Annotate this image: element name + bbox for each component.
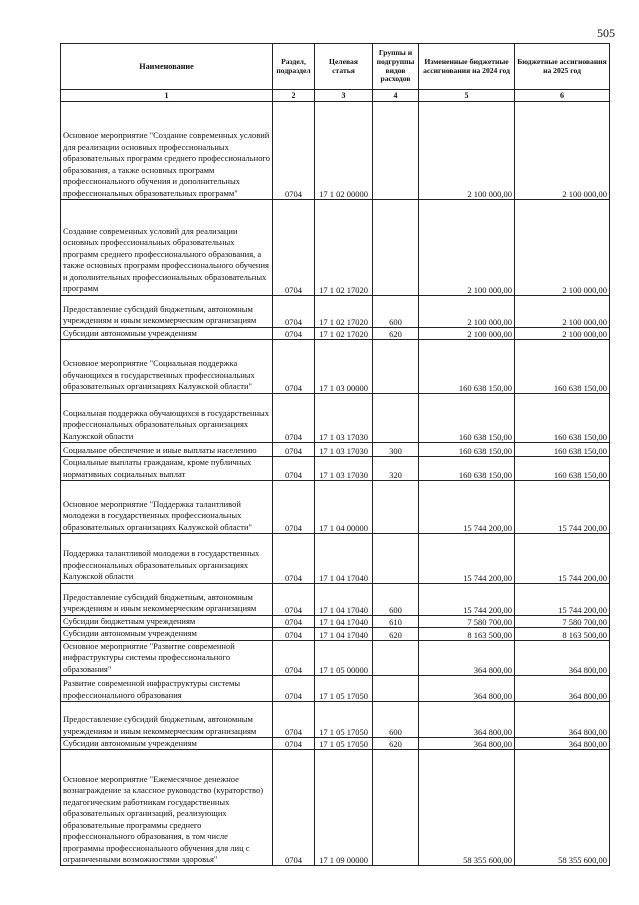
table-row <box>61 702 610 738</box>
row-group <box>373 102 419 200</box>
row-group <box>373 340 419 393</box>
header-article: Целевая статья <box>315 44 373 90</box>
row-name: Субсидии бюджетным учреждениям <box>61 615 273 627</box>
row-name: Субсидии автономным учреждениям <box>61 327 273 339</box>
row-amount-2024: 160 638 150,00 <box>419 457 515 481</box>
row-name: Субсидии автономным учреждениям <box>61 628 273 640</box>
row-section: 0704 <box>273 200 315 296</box>
row-amount-2025: 160 638 150,00 <box>515 443 610 457</box>
column-number: 4 <box>373 90 419 102</box>
row-amount-2025: 364 800,00 <box>515 702 610 738</box>
row-article: 17 1 05 17050 <box>315 676 373 702</box>
row-amount-2025: 58 355 600,00 <box>515 750 610 866</box>
row-article: 17 1 04 17040 <box>315 628 373 640</box>
row-section: 0704 <box>273 393 315 442</box>
row-article: 17 1 02 00000 <box>315 102 373 200</box>
budget-table <box>60 43 610 866</box>
row-group: 620 <box>373 738 419 750</box>
row-section: 0704 <box>273 702 315 738</box>
table-row <box>61 738 610 750</box>
row-article: 17 1 02 17020 <box>315 200 373 296</box>
table-row <box>61 393 610 442</box>
row-group <box>373 534 419 583</box>
row-group <box>373 393 419 442</box>
row-name: Основное мероприятие "Поддержка талантливой молодежи в государственных профессиональных образовательных организациях Калужской области" <box>61 480 273 533</box>
row-group <box>373 750 419 866</box>
row-group: 600 <box>373 702 419 738</box>
row-name: Основное мероприятие "Создание современных условий для реализации основных профессиональных образовательных программ среднего профессионального образования, а также основных программ профессионального обучения и дополнительных профессиональных образовательных программ" <box>61 102 273 200</box>
row-article: 17 1 03 17030 <box>315 443 373 457</box>
row-name: Создание современных условий для реализации основных профессиональных образовательных программ среднего профессионального образования, а также основных программ профессионального обучения и дополнительных профессиональных образовательных программ <box>61 200 273 296</box>
row-amount-2024: 364 800,00 <box>419 640 515 675</box>
column-number: 3 <box>315 90 373 102</box>
header-amount-2025: Бюджетные ассигнования на 2025 год <box>515 44 610 90</box>
header-section: Раздел, подраздел <box>273 44 315 90</box>
row-group: 600 <box>373 583 419 615</box>
row-section: 0704 <box>273 534 315 583</box>
row-amount-2025: 364 800,00 <box>515 640 610 675</box>
row-amount-2025: 160 638 150,00 <box>515 457 610 481</box>
row-article: 17 1 04 17040 <box>315 534 373 583</box>
row-section: 0704 <box>273 102 315 200</box>
row-amount-2025: 2 100 000,00 <box>515 200 610 296</box>
row-amount-2024: 2 100 000,00 <box>419 327 515 339</box>
row-name: Основное мероприятие "Социальная поддержка обучающихся в государственных профессиональных образовательных организациях Калужской области" <box>61 340 273 393</box>
row-amount-2025: 15 744 200,00 <box>515 480 610 533</box>
row-section: 0704 <box>273 750 315 866</box>
row-amount-2025: 2 100 000,00 <box>515 295 610 327</box>
row-group <box>373 676 419 702</box>
row-article: 17 1 05 00000 <box>315 640 373 675</box>
row-section: 0704 <box>273 676 315 702</box>
row-amount-2024: 364 800,00 <box>419 702 515 738</box>
header-amount-2024: Измененные бюджетные ассигнования на 2024 год <box>419 44 515 90</box>
row-name: Предоставление субсидий бюджетным, автономным учреждениям и иным некоммерческим организациям <box>61 702 273 738</box>
row-group: 610 <box>373 615 419 627</box>
row-amount-2025: 7 580 700,00 <box>515 615 610 627</box>
row-section: 0704 <box>273 327 315 339</box>
row-name: Развитие современной инфраструктуры системы профессионального образования <box>61 676 273 702</box>
row-name: Поддержка талантливой молодежи в государственных профессиональных образовательных организациях Калужской области <box>61 534 273 583</box>
row-amount-2024: 8 163 500,00 <box>419 628 515 640</box>
row-amount-2024: 160 638 150,00 <box>419 393 515 442</box>
row-amount-2024: 364 800,00 <box>419 738 515 750</box>
row-amount-2024: 364 800,00 <box>419 676 515 702</box>
row-section: 0704 <box>273 295 315 327</box>
row-amount-2024: 7 580 700,00 <box>419 615 515 627</box>
row-article: 17 1 03 00000 <box>315 340 373 393</box>
row-amount-2024: 15 744 200,00 <box>419 534 515 583</box>
row-group: 620 <box>373 628 419 640</box>
row-section: 0704 <box>273 480 315 533</box>
row-amount-2025: 364 800,00 <box>515 676 610 702</box>
row-article: 17 1 02 17020 <box>315 295 373 327</box>
row-article: 17 1 03 17030 <box>315 457 373 481</box>
header-name: Наименование <box>61 44 273 90</box>
column-number: 1 <box>61 90 273 102</box>
row-amount-2025: 2 100 000,00 <box>515 327 610 339</box>
table-row <box>61 295 610 327</box>
table-row <box>61 640 610 675</box>
table-body <box>61 102 610 866</box>
table-row <box>61 102 610 200</box>
column-number: 5 <box>419 90 515 102</box>
table-row <box>61 750 610 866</box>
row-article: 17 1 05 17050 <box>315 738 373 750</box>
column-number: 6 <box>515 90 610 102</box>
row-name: Социальная поддержка обучающихся в государственных профессиональных образовательных организациях Калужской области <box>61 393 273 442</box>
row-amount-2024: 2 100 000,00 <box>419 295 515 327</box>
row-section: 0704 <box>273 738 315 750</box>
row-amount-2024: 2 100 000,00 <box>419 200 515 296</box>
row-article: 17 1 09 00000 <box>315 750 373 866</box>
table-row <box>61 676 610 702</box>
row-group: 320 <box>373 457 419 481</box>
row-section: 0704 <box>273 457 315 481</box>
row-section: 0704 <box>273 640 315 675</box>
row-article: 17 1 04 17040 <box>315 583 373 615</box>
table-row <box>61 327 610 339</box>
table-row <box>61 534 610 583</box>
table-row <box>61 628 610 640</box>
row-article: 17 1 05 17050 <box>315 702 373 738</box>
row-article: 17 1 04 00000 <box>315 480 373 533</box>
row-amount-2025: 8 163 500,00 <box>515 628 610 640</box>
row-amount-2024: 15 744 200,00 <box>419 480 515 533</box>
row-name: Основное мероприятие "Ежемесячное денежное вознаграждение за классное руководство (кураторство) педагогическим работникам государственных образовательных организаций, реализующих образовательные программы среднего профессионального образования, в том числе программы профессионального обучения для лиц с ограниченными возможностями здоровья" <box>61 750 273 866</box>
row-amount-2024: 58 355 600,00 <box>419 750 515 866</box>
row-article: 17 1 02 17020 <box>315 327 373 339</box>
row-section: 0704 <box>273 615 315 627</box>
row-amount-2025: 15 744 200,00 <box>515 534 610 583</box>
row-group <box>373 480 419 533</box>
row-amount-2025: 15 744 200,00 <box>515 583 610 615</box>
row-group: 600 <box>373 295 419 327</box>
table-row <box>61 480 610 533</box>
row-name: Социальное обеспечение и иные выплаты населению <box>61 443 273 457</box>
row-amount-2025: 2 100 000,00 <box>515 102 610 200</box>
row-name: Субсидии автономным учреждениям <box>61 738 273 750</box>
row-group: 300 <box>373 443 419 457</box>
table-row <box>61 583 610 615</box>
table-row <box>61 615 610 627</box>
page-number: 505 <box>597 26 615 40</box>
header-group: Группы и подгруппы видов расходов <box>373 44 419 90</box>
table-row <box>61 340 610 393</box>
row-group <box>373 640 419 675</box>
row-group: 620 <box>373 327 419 339</box>
row-section: 0704 <box>273 443 315 457</box>
row-amount-2024: 2 100 000,00 <box>419 102 515 200</box>
row-amount-2025: 364 800,00 <box>515 738 610 750</box>
row-section: 0704 <box>273 583 315 615</box>
row-article: 17 1 03 17030 <box>315 393 373 442</box>
column-number: 2 <box>273 90 315 102</box>
row-name: Социальные выплаты гражданам, кроме публичных нормативных социальных выплат <box>61 457 273 481</box>
row-amount-2024: 160 638 150,00 <box>419 443 515 457</box>
table-row <box>61 457 610 481</box>
row-article: 17 1 04 17040 <box>315 615 373 627</box>
row-amount-2024: 160 638 150,00 <box>419 340 515 393</box>
table-row <box>61 443 610 457</box>
row-amount-2025: 160 638 150,00 <box>515 393 610 442</box>
table-row <box>61 200 610 296</box>
row-name: Предоставление субсидий бюджетным, автономным учреждениям и иным некоммерческим организациям <box>61 295 273 327</box>
row-amount-2024: 15 744 200,00 <box>419 583 515 615</box>
row-section: 0704 <box>273 628 315 640</box>
row-name: Основное мероприятие "Развитие современной инфраструктуры системы профессионального образования" <box>61 640 273 675</box>
row-amount-2025: 160 638 150,00 <box>515 340 610 393</box>
row-name: Предоставление субсидий бюджетным, автономным учреждениям и иным некоммерческим организациям <box>61 583 273 615</box>
row-group <box>373 200 419 296</box>
row-section: 0704 <box>273 340 315 393</box>
